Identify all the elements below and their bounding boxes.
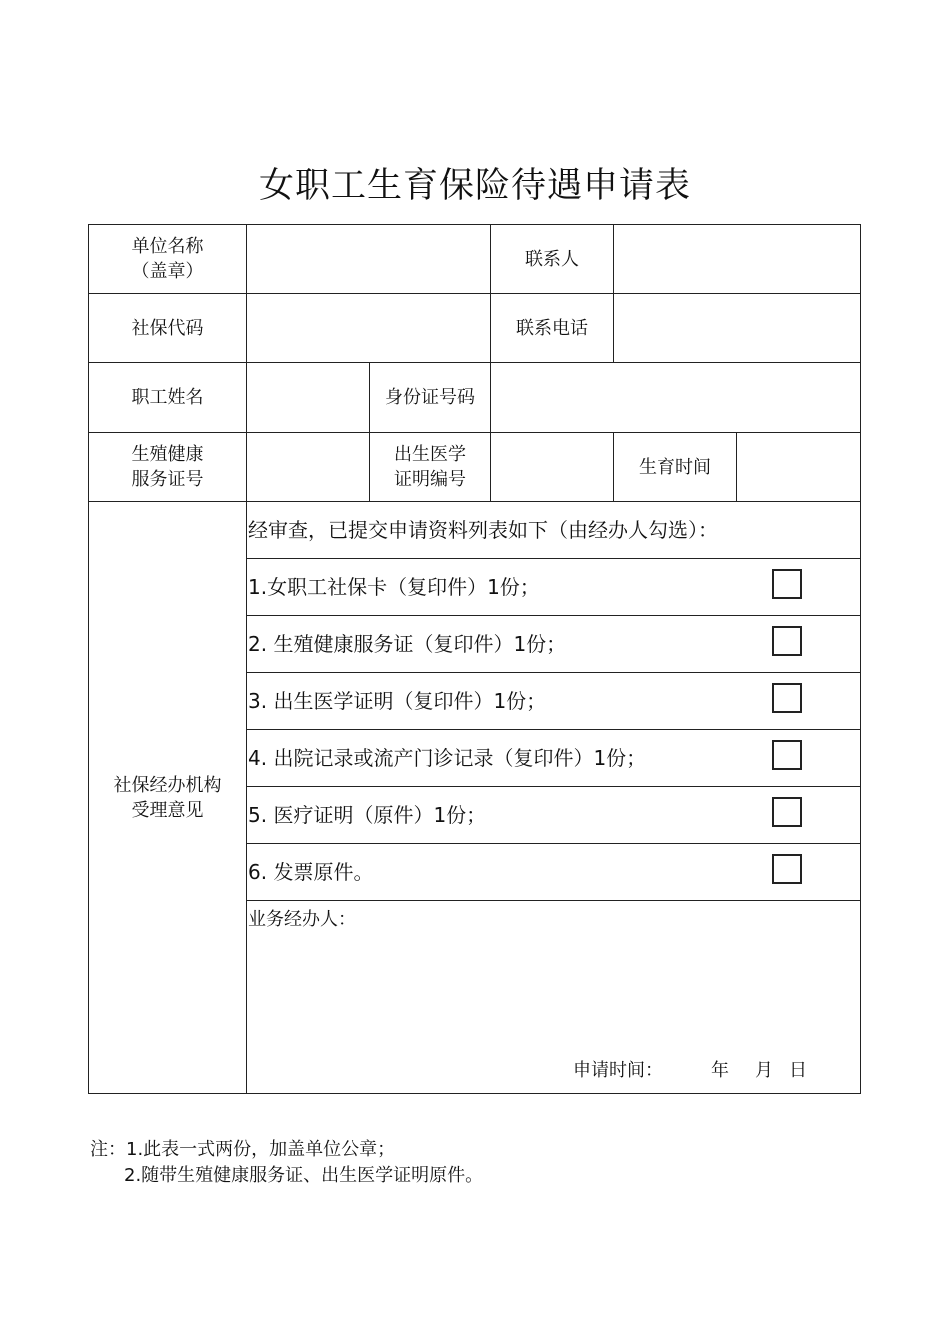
contact-phone-label: 联系电话 bbox=[490, 293, 614, 363]
birth-cert-text-2: 证明编号 bbox=[394, 469, 466, 490]
list-item-text: 3. 出生医学证明（复印件）1份； bbox=[248, 688, 547, 713]
notes bbox=[90, 1137, 483, 1189]
item-checkbox[interactable] bbox=[772, 740, 802, 770]
review-label-text-1: 社保经办机构 bbox=[113, 774, 222, 796]
item-checkbox[interactable] bbox=[772, 569, 802, 599]
contact-person-input[interactable] bbox=[613, 224, 861, 294]
birth-cert-label bbox=[369, 432, 491, 502]
social-code-label: 社保代码 bbox=[88, 293, 247, 363]
birth-time-input[interactable] bbox=[736, 432, 861, 502]
unit-name-label bbox=[88, 224, 247, 294]
health-card-input[interactable] bbox=[246, 432, 370, 502]
health-card-text-2: 服务证号 bbox=[131, 469, 204, 490]
unit-name-input[interactable] bbox=[246, 224, 491, 294]
list-item-text: 5. 医疗证明（原件）1份； bbox=[248, 802, 487, 827]
id-number-label: 身份证号码 bbox=[369, 362, 491, 433]
id-number-input[interactable] bbox=[490, 362, 861, 433]
day-label: 日 bbox=[789, 1060, 807, 1081]
birth-cert-input[interactable] bbox=[490, 432, 614, 502]
review-intro bbox=[246, 501, 861, 559]
list-item bbox=[246, 786, 861, 844]
contact-phone-input[interactable] bbox=[613, 293, 861, 363]
list-item-text: 6. 发票原件。 bbox=[248, 859, 374, 884]
unit-seal-text: （盖章） bbox=[131, 261, 204, 282]
list-item bbox=[246, 729, 861, 787]
health-card-label bbox=[88, 432, 247, 502]
employee-name-label: 职工姓名 bbox=[88, 362, 247, 433]
birth-time-label: 生育时间 bbox=[613, 432, 737, 502]
application-form bbox=[88, 224, 861, 1094]
contact-person-label: 联系人 bbox=[490, 224, 614, 294]
month-label: 月 bbox=[755, 1060, 773, 1081]
list-item bbox=[246, 615, 861, 673]
health-card-text-1: 生殖健康 bbox=[131, 444, 204, 465]
year-label: 年 bbox=[711, 1060, 729, 1081]
handler-area[interactable] bbox=[246, 900, 861, 1094]
social-code-input[interactable] bbox=[246, 293, 491, 363]
item-checkbox[interactable] bbox=[772, 797, 802, 827]
list-item bbox=[246, 558, 861, 616]
list-item-text: 1.女职工社保卡（复印件）1份； bbox=[248, 574, 540, 599]
form-title: 女职工生育保险待遇申请表 bbox=[258, 166, 691, 206]
item-checkbox[interactable] bbox=[772, 854, 802, 884]
application-date bbox=[573, 1056, 807, 1082]
list-item bbox=[246, 672, 861, 730]
review-label bbox=[88, 501, 247, 1094]
item-checkbox[interactable] bbox=[772, 626, 802, 656]
list-item-text: 4. 出院记录或流产门诊记录（复印件）1份； bbox=[248, 745, 647, 770]
review-label-text-2: 受理意见 bbox=[131, 799, 204, 821]
note-line-1: 注：1.此表一式两份，加盖单位公章； bbox=[90, 1139, 396, 1160]
list-item bbox=[246, 843, 861, 901]
unit-name-text: 单位名称 bbox=[131, 236, 204, 257]
handler-label: 业务经办人： bbox=[248, 909, 356, 930]
note-line-2: 2.随带生殖健康服务证、出生医学证明原件。 bbox=[124, 1165, 484, 1186]
review-intro-text: 经审查，已提交申请资料列表如下（由经办人勾选）： bbox=[248, 517, 718, 542]
item-checkbox[interactable] bbox=[772, 683, 802, 713]
list-item-text: 2. 生殖健康服务证（复印件）1份； bbox=[248, 631, 567, 656]
employee-name-input[interactable] bbox=[246, 362, 370, 433]
birth-cert-text-1: 出生医学 bbox=[394, 444, 466, 465]
date-label: 申请时间： bbox=[573, 1060, 663, 1081]
